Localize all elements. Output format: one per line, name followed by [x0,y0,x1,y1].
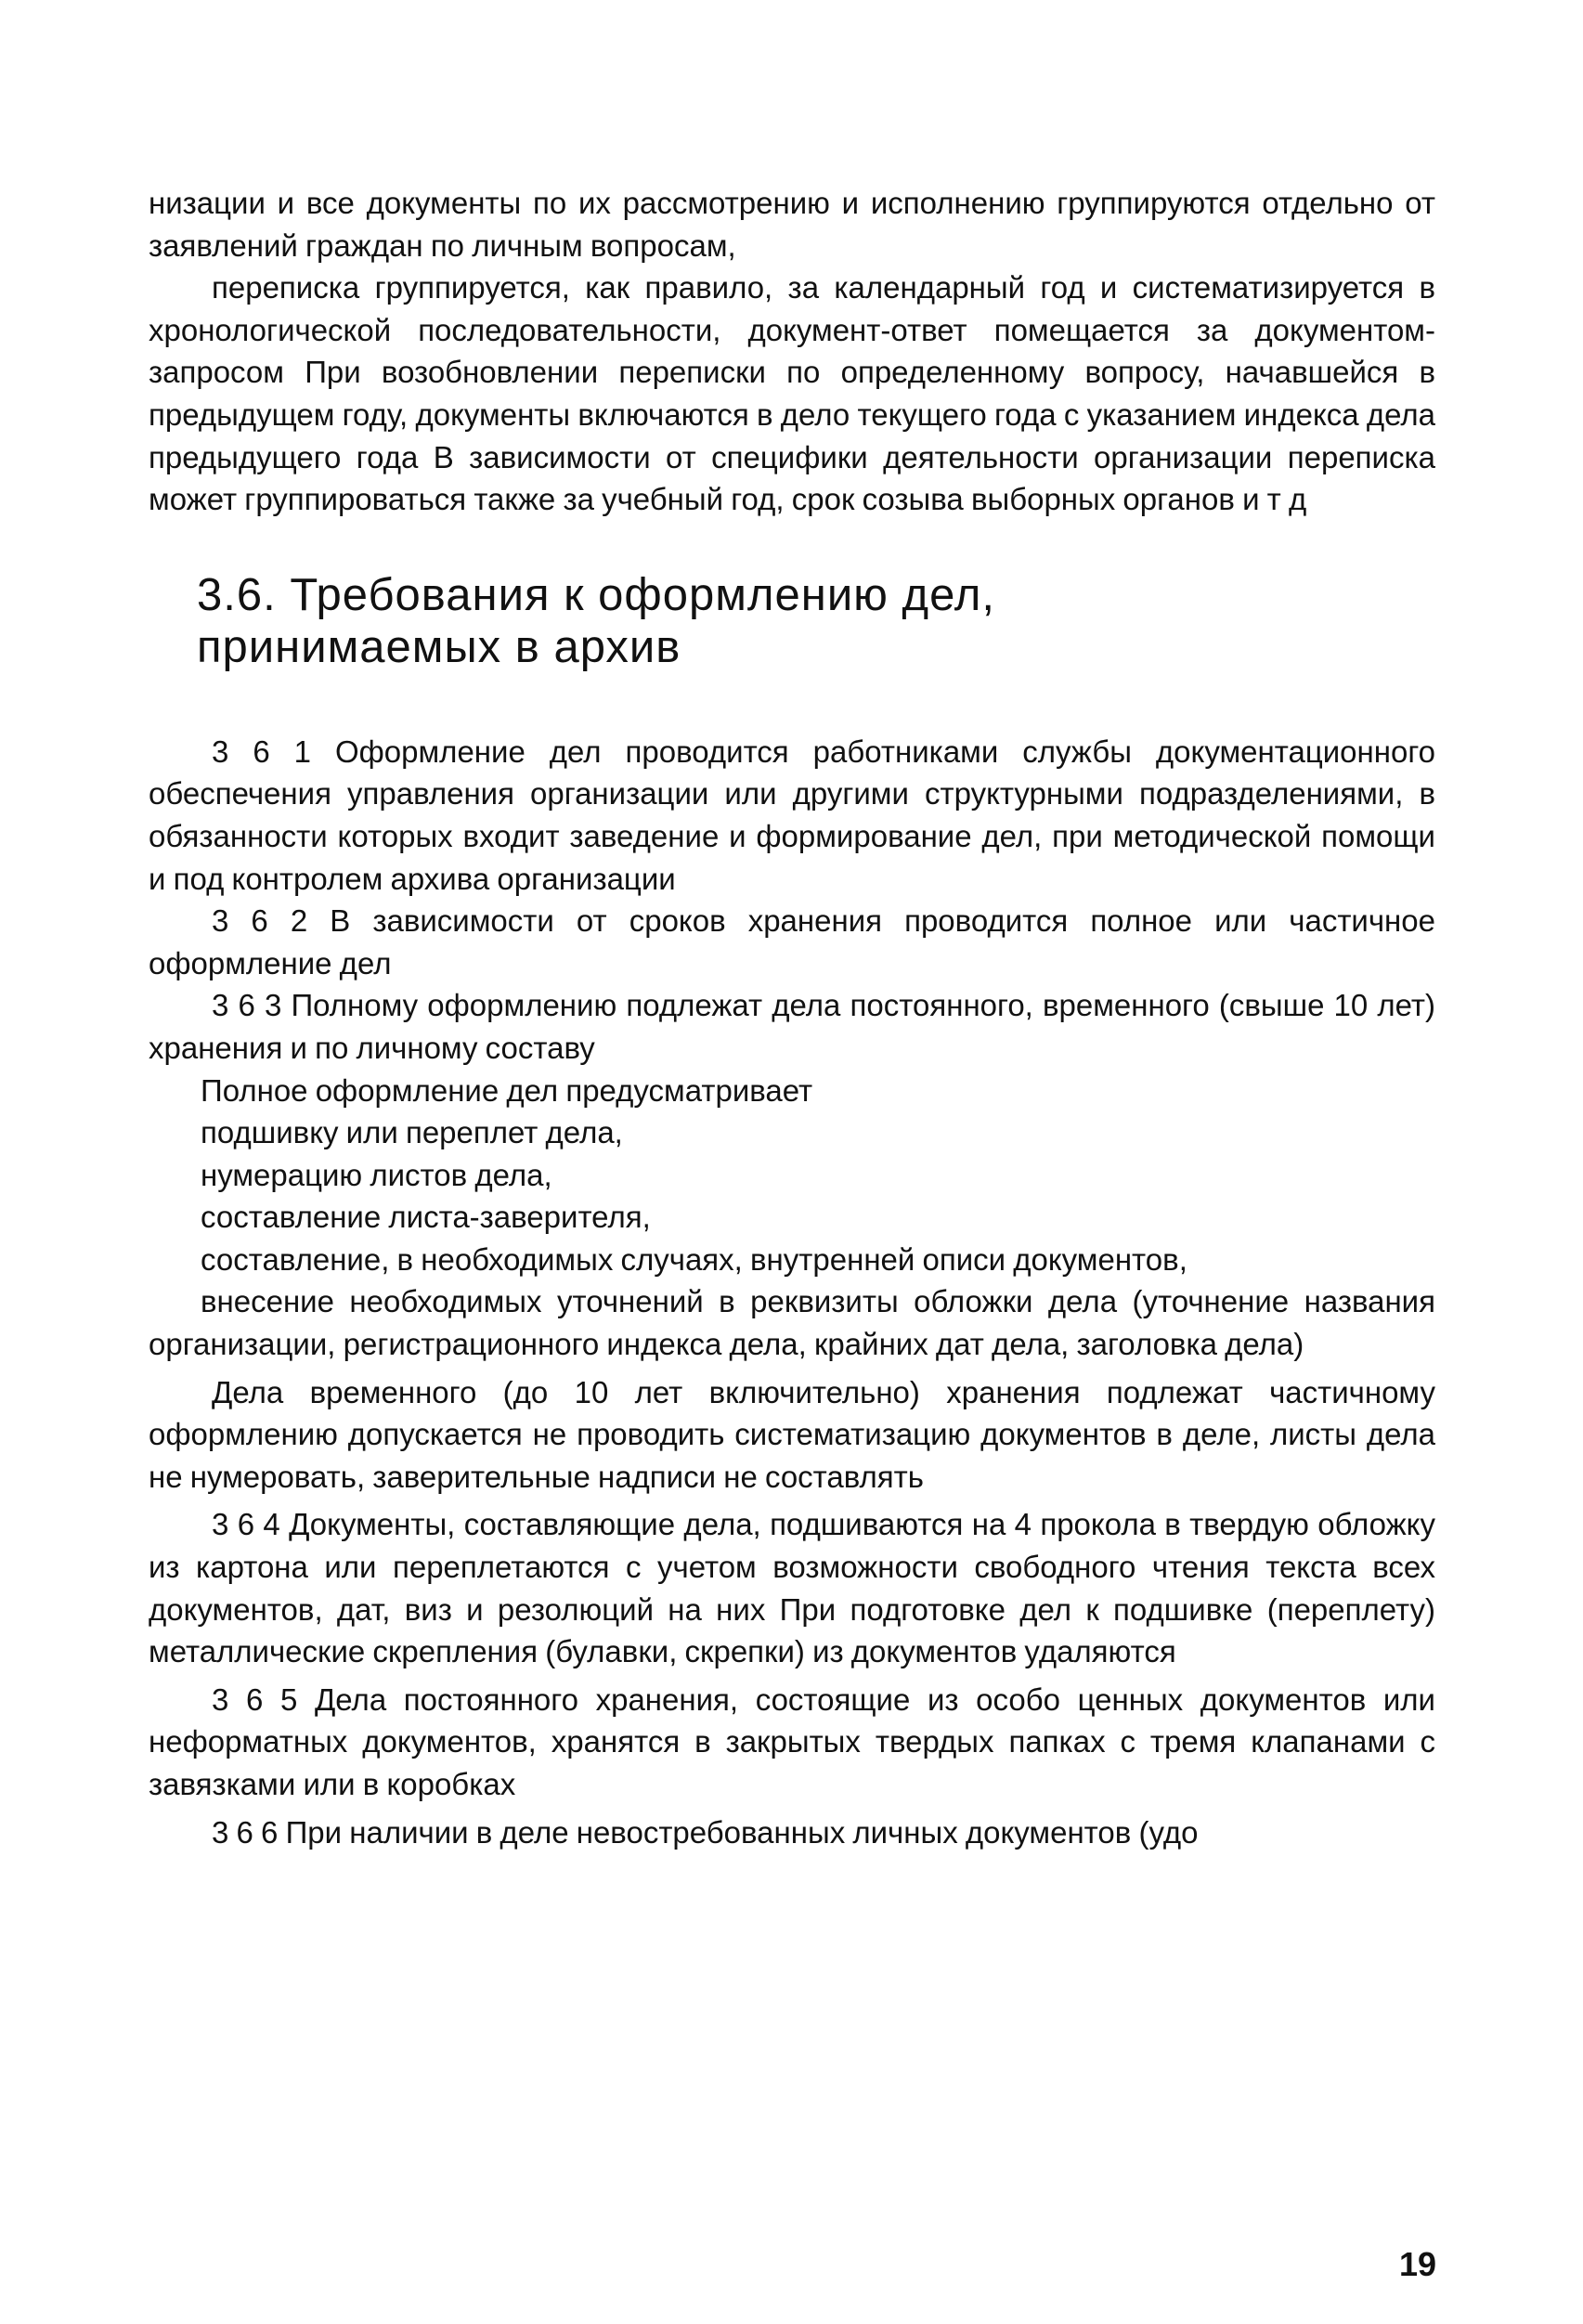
list-item: составление листа-заверителя, [201,1200,651,1235]
clause-3-6-1: 3 6 1 Оформление дел проводится работниками службы документационного обеспечения управления организации или другими структурными подразделениями, в обязанности которых входит заведение и формирование дел, при методической помощи и под контролем архива организации [149,734,1435,896]
section-heading-line-2: принимаемых в архив [197,621,681,672]
clause-3-6-4: 3 6 4 Документы, составляющие дела, подшиваются на 4 прокола в твердую обложку из картона или переплетаются с учетом возможности свободного чтения текста всех документов, дат, виз и резолюций на них При подготовке дел к подшивке (переплету) металлические скрепления (булавки, скрепки) из документов удаляются [149,1507,1435,1669]
list-item-last: внесение необходимых уточнений в реквизиты обложки дела (уточнение названия организации, регистрационного индекса дела, крайних дат дела, заголовка дела) [149,1284,1435,1362]
clause-3-6-3: 3 6 3 Полному оформлению подлежат дела постоянного, временного (свыше 10 лет) хранения и по личному составу [149,988,1435,1065]
full-registration-intro: Полное оформление дел предусматривает [201,1072,813,1108]
section-heading-line-1: 3.6. Требования к оформлению дел, [197,569,995,620]
partial-registration-paragraph: Дела временного (до 10 лет включительно) хранения подлежат частичному оформлению допускается не проводить систематизацию документов в деле, листы дела не нумеровать, заверительные надписи не составлять [149,1374,1435,1494]
list-item: нумерацию листов дела, [201,1157,552,1192]
list-item: составление, в необходимых случаях, внутренней описи документов, [201,1241,1187,1277]
clause-3-6-6: 3 6 6 При наличии в деле невостребованных личных документов (удо [212,1814,1199,1850]
document-page [149,182,1435,1853]
clause-3-6-2: 3 6 2 В зависимости от сроков хранения проводится полное или частичное оформление дел [149,903,1435,980]
section-heading [197,569,1435,673]
intro-paragraph-2: переписка группируется, как правило, за календарный год и систематизируется в хронологической последовательности, документ-ответ помещается за документом-запросом При возобновлении переписки по определенному вопросу, начавшейся в предыдущем году, документы включаются в дело текущего года с указанием индекса дела предыдущего года В зависимости от специфики деятельности организации переписка может группироваться также за учебный год, срок созыва выборных органов и т д [149,270,1435,517]
page-number: 19 [1398,2245,1436,2283]
list-item: подшивку или переплет дела, [201,1115,623,1150]
clause-3-6-5: 3 6 5 Дела постоянного хранения, состоящие из особо ценных документов или неформатных документов, хранятся в закрытых твердых папках с тремя клапанами с завязками или в коробках [149,1681,1435,1801]
intro-paragraph-1: низации и все документы по их рассмотрению и исполнению группируются отдельно от заявлений граждан по личным вопросам, [149,186,1435,263]
